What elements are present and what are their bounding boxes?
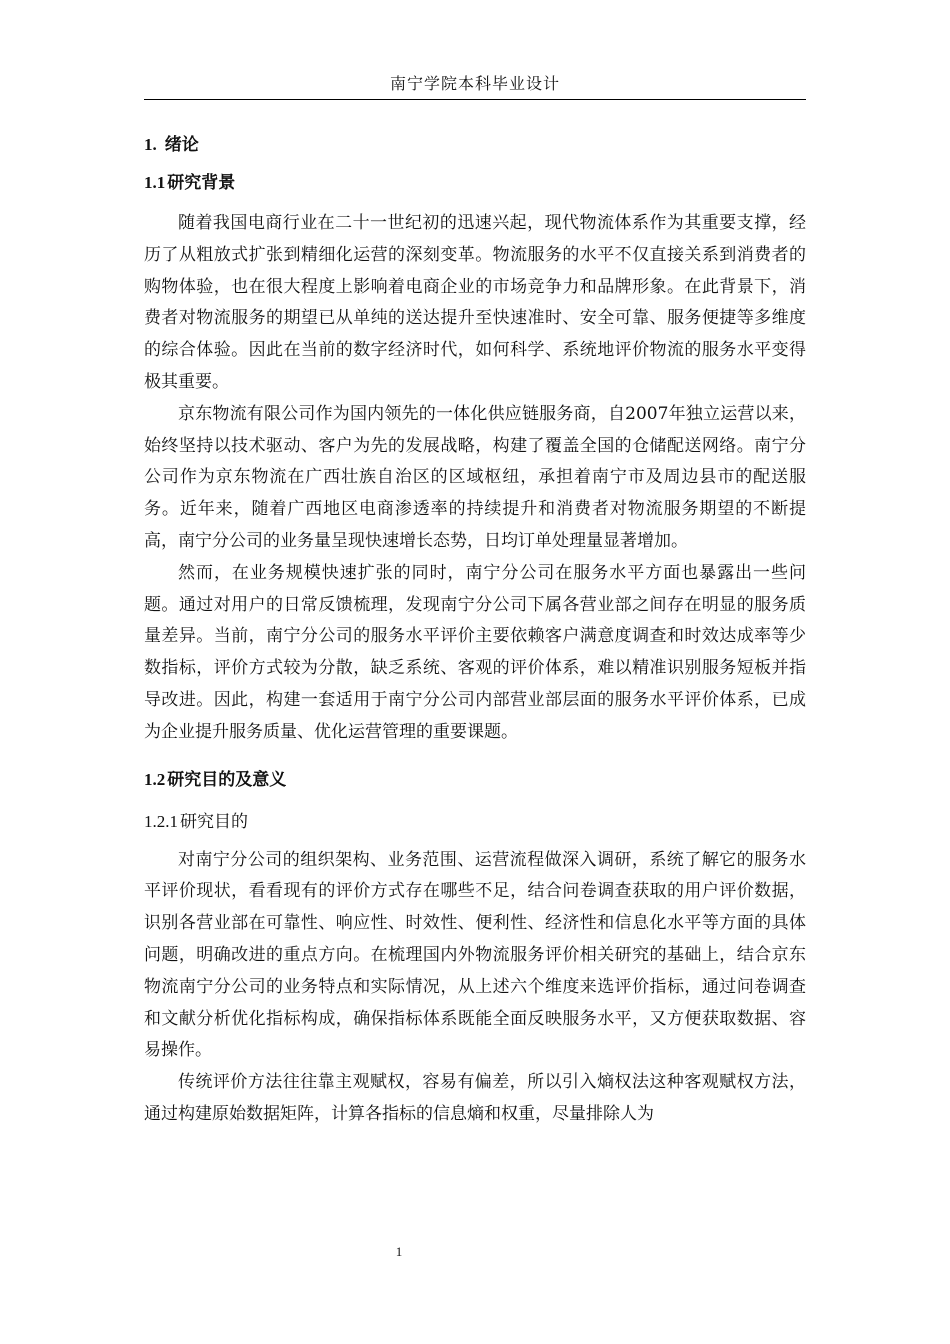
body-paragraph: 对南宁分公司的组织架构、业务范围、运营流程做深入调研，系统了解它的服务水平评价现状，看看现有的评价方式存在哪些不足，结合问卷调查获取的用户评价数据，识别各营业部在可靠性、响应性、时效性、便利性、经济性和信息化水平等方面的具体问题，明确改进的重点方向。在梳理国内外物流服务评价相关研究的基础上，结合京东物流南宁分公司的业务特点和实际情况，从上述六个维度来选评价指标，通过问卷调查和文献分析优化指标构成，确保指标体系既能全面反映服务水平，又方便获取数据、容易操作。 (144, 849, 806, 1061)
body-paragraph: 京东物流有限公司作为国内领先的一体化供应链服务商，自2007年独立运营以来，始终坚持以技术驱动、客户为先的发展战略，构建了覆盖全国的仓储配送网络。南宁分公司作为京东物流在广西壮族自治区的区域枢纽，承担着南宁市及周边县市的配送服务。近年来，随着广西地区电商渗透率的持续提升和消费者对物流服务期望的不断提高，南宁分公司的业务量呈现快速增长态势，日均订单处理量显著增加。 (144, 403, 806, 551)
body-paragraph: 然而，在业务规模快速扩张的同时，南宁分公司在服务水平方面也暴露出一些问题。通过对用户的日常反馈梳理，发现南宁分公司下属各营业部之间存在明显的服务质量差异。当前，南宁分公司的服务水平评价主要依赖客户满意度调查和时效达成率等少数指标，评价方式较为分散，缺乏系统、客观的评价体系，难以精准识别服务短板并指导改进。因此，构建一套适用于南宁分公司内部营业部层面的服务水平评价体系，已成为企业提升服务质量、优化运营管理的重要课题。 (144, 562, 806, 742)
header-divider (144, 99, 806, 100)
page-content (144, 128, 806, 1131)
chapter-heading (144, 128, 806, 162)
subsection-heading-1-2-1 (144, 805, 806, 839)
section-heading-1-1 (144, 166, 806, 200)
body-paragraph: 随着我国电商行业在二十一世纪初的迅速兴起，现代物流体系作为其重要支撑，经历了从粗放式扩张到精细化运营的深刻变革。物流服务的水平不仅直接关系到消费者的购物体验，也在很大程度上影响着电商企业的市场竞争力和品牌形象。在此背景下，消费者对物流服务的期望已从单纯的送达提升至快速准时、安全可靠、服务便捷等多维度的综合体验。因此在当前的数字经济时代，如何科学、系统地评价物流的服务水平变得极其重要。 (144, 213, 806, 392)
chapter-title: 绪论 (164, 135, 199, 154)
body-paragraph: 传统评价方法往往靠主观赋权，容易有偏差，所以引入熵权法这种客观赋权方法，通过构建原始数据矩阵，计算各指标的信息熵和权重，尽量排除人为 (144, 1072, 806, 1124)
section-number: 1.2 (144, 769, 166, 789)
section-heading-1-2 (144, 763, 806, 797)
subsection-title: 研究目的 (180, 811, 248, 831)
chapter-number: 1. (144, 135, 157, 154)
section-number: 1.1 (144, 173, 166, 192)
page-number: 1 (395, 1244, 403, 1259)
section-title: 研究目的及意义 (167, 769, 287, 789)
running-header: 南宁学院本科毕业设计 (389, 74, 560, 93)
section-title: 研究背景 (167, 173, 236, 192)
subsection-number: 1.2.1 (144, 811, 178, 831)
